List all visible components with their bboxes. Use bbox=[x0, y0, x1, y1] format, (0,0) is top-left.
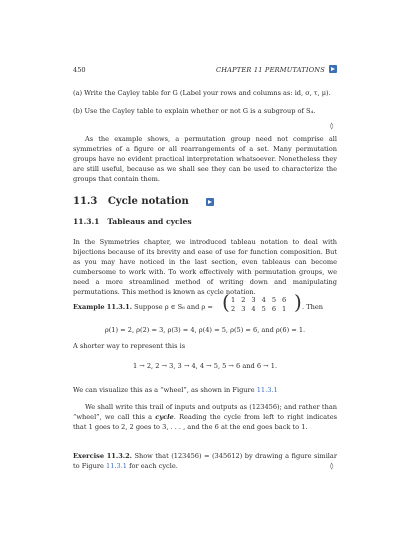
arrow-chain: 1 → 2, 2 → 3, 3 → 4, 4 → 5, 5 → 6 and 6 → 1. bbox=[132, 362, 278, 370]
cycle-text-1: We shall write this trail of inputs and outputs as (123456); and rather than “wheel”, we call this a bbox=[73, 403, 337, 422]
subsection-heading bbox=[73, 217, 192, 226]
section-heading bbox=[73, 196, 189, 207]
running-head: CHAPTER 11 PERMUTATIONS bbox=[215, 66, 325, 74]
matrix-cell: 4 bbox=[251, 305, 256, 313]
shorter-way-text: A shorter way to represent this is bbox=[73, 342, 186, 350]
matrix-cell: 3 bbox=[251, 296, 256, 304]
exercise-item-b: (b) Use the Cayley table to explain whether or not G is a subgroup of S₄. bbox=[73, 107, 316, 115]
subsection-number: 11.3.1 bbox=[73, 217, 100, 226]
page-number: 450 bbox=[73, 66, 86, 74]
cycle-text-2: . Reading the cycle from left to right indicates that 1 goes to 2, 2 goes to 3, . . . , and the 6 at the end goes back to 1. bbox=[73, 413, 337, 432]
example-label: Example 11.3.1. bbox=[73, 303, 133, 311]
matrix-right-paren: ) bbox=[294, 290, 302, 314]
matrix-left-paren: ( bbox=[222, 290, 230, 314]
tableau-paragraph: In the Symmetries chapter, we introduced tableau notation to deal with bijections because of its brevity and ease of use for function composition. But as you may have noticed in the last section, even tableaus can become cumbersome to work with. To work effectively with permutation groups, we need a more streamlined method of writing down and manipulating permutations. This method is known as cycle notation. bbox=[73, 238, 337, 297]
visualize-line bbox=[73, 385, 278, 395]
visualize-text: We can visualize this as a “wheel”, as shown in Figure bbox=[73, 386, 257, 394]
matrix-cell: 5 bbox=[261, 305, 266, 313]
exercise-end-mark: ◊ bbox=[330, 462, 334, 470]
matrix-cell: 2 bbox=[231, 305, 236, 313]
rho-values: ρ(1) = 2, ρ(2) = 3, ρ(3) = 4, ρ(4) = 5, ρ(5) = 6, and ρ(6) = 1. bbox=[104, 326, 306, 334]
figure-link[interactable]: 11.3.1 bbox=[256, 386, 278, 394]
example-text: Suppose ρ ∈ S₆ and ρ = bbox=[134, 303, 213, 311]
matrix-cell: 3 bbox=[241, 305, 246, 313]
matrix-cell: 4 bbox=[261, 296, 266, 304]
section-number: 11.3 bbox=[73, 196, 98, 207]
end-of-example-mark: ◊ bbox=[330, 122, 334, 130]
figure-link[interactable]: 11.3.1 bbox=[106, 462, 128, 471]
subsection-title: Tableaus and cycles bbox=[107, 217, 192, 226]
permutation-matrix bbox=[231, 296, 286, 314]
exercise-label: Exercise 11.3.2. bbox=[73, 452, 132, 460]
matrix-cell: 6 bbox=[271, 305, 277, 313]
matrix-top-row bbox=[231, 296, 286, 305]
cycle-term: cycle bbox=[155, 413, 174, 422]
section-title: Cycle notation bbox=[107, 196, 189, 207]
example-line bbox=[73, 302, 213, 312]
matrix-cell: 1 bbox=[231, 296, 236, 304]
matrix-cell: 5 bbox=[271, 296, 277, 304]
intro-paragraph: As the example shows, a permutation group need not comprise all symmetries of a figure or all rearrangements of a set. Many permutation groups have no evident practical interpretation whatsoever. Nonetheless they are still useful, because as we shall see they can be used to characterize the groups that contain them. bbox=[73, 135, 337, 184]
example-text-after: . Then bbox=[302, 303, 323, 311]
matrix-cell: 1 bbox=[282, 305, 287, 313]
nav-arrow-icon[interactable] bbox=[329, 65, 337, 73]
exercise-text-2: for each cycle. bbox=[127, 462, 178, 471]
matrix-cell: 6 bbox=[282, 296, 287, 304]
nav-arrow-icon[interactable] bbox=[206, 198, 214, 206]
exercise-paragraph bbox=[73, 451, 337, 471]
matrix-cell: 2 bbox=[241, 296, 246, 304]
matrix-bottom-row bbox=[231, 305, 286, 314]
exercise-text-1: Show that (123456) = (345612) by drawing a figure similar to Figure bbox=[73, 452, 337, 471]
cycle-paragraph bbox=[73, 402, 337, 432]
exercise-item-a: (a) Write the Cayley table for G (Label your rows and columns as: id, σ, τ, μ). bbox=[73, 89, 331, 97]
